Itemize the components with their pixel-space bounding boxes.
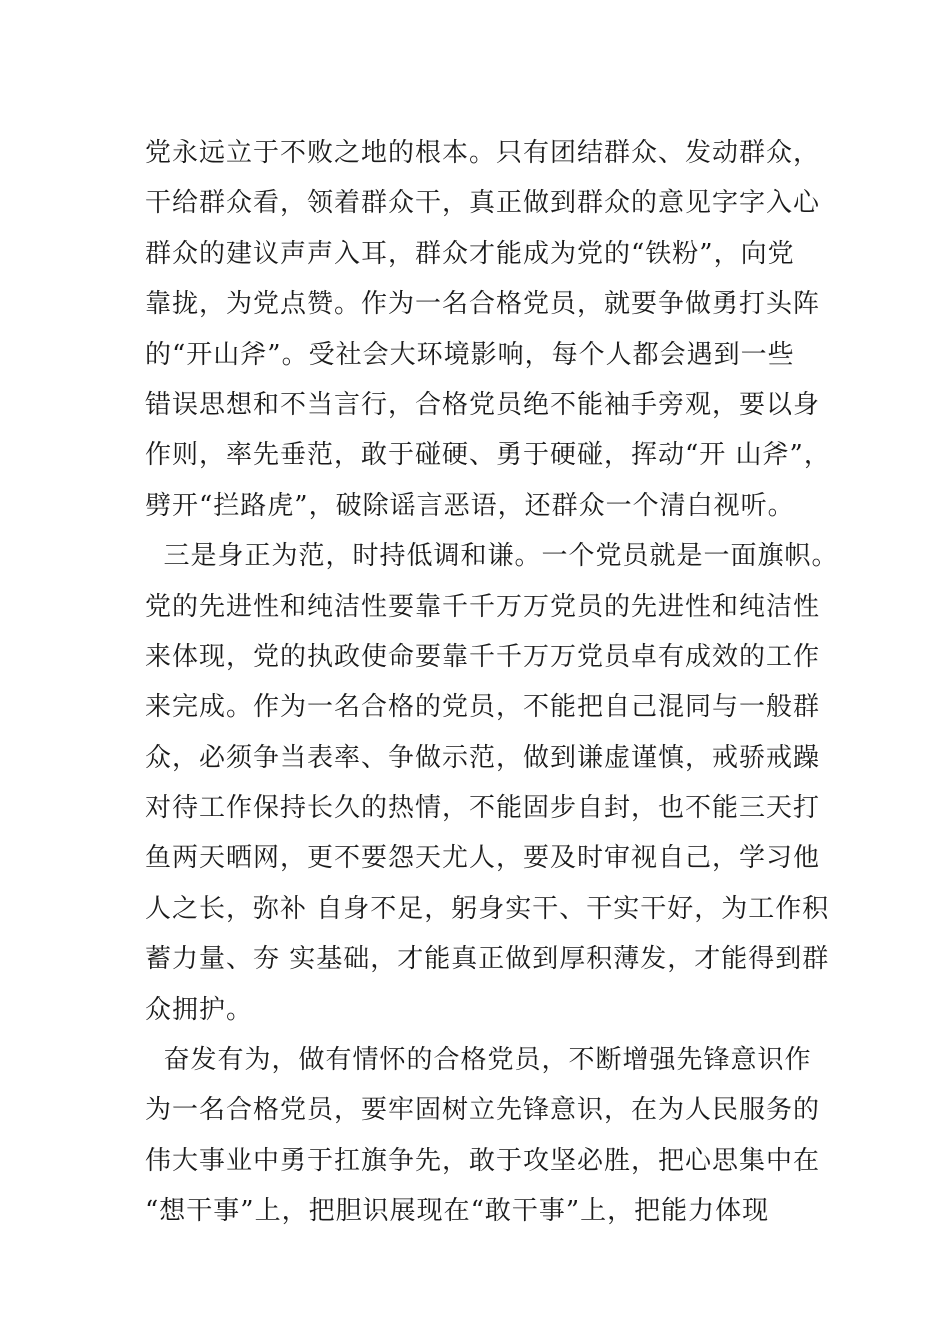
text-line: 来完成。作为一名合格的党员，不能把自己混同与一般群 (145, 692, 821, 723)
text-line: 作则，率先垂范，敢于碰硬、勇于硬碰，挥动“开 山斧”， (145, 440, 831, 471)
text-line: 干给群众看，领着群众干，真正做到群众的意见字字入心 (145, 188, 821, 219)
text-line: 奋发有为，做有情怀的合格党员，不断增强先锋意识作 (145, 1045, 812, 1076)
text-line: 的“开山斧”。受社会大环境影响，每个人都会遇到一些 (145, 339, 795, 370)
text-line: 来体现，党的执政使命要靠千千万万党员卓有成效的工作 (145, 641, 821, 672)
text-line: 靠拢，为党点赞。作为一名合格党员，就要争做勇打头阵 (145, 289, 821, 320)
text-line: 三是身正为范，时持低调和谦。一个党员就是一面旗帜。 (145, 541, 839, 572)
body-text (145, 128, 839, 1237)
text-line: 人之长，弥补 自身不足，躬身实干、干实干好，为工作积 (145, 893, 830, 924)
text-line: 众，必须争当表率、争做示范，做到谦虚谨慎，戒骄戒躁 (145, 742, 821, 773)
text-line: 为一名合格党员，要牢固树立先锋意识，在为人民服务的 (145, 1095, 821, 1126)
text-line: 劈开“拦路虎”，破除谣言恶语，还群众一个清白视听。 (145, 490, 795, 521)
text-line: 蓄力量、夯 实基础，才能真正做到厚积薄发，才能得到群 (145, 944, 830, 975)
text-line: 伟大事业中勇于扛旗争先，敢于攻坚必胜，把心思集中在 (145, 1145, 821, 1176)
text-line: 对待工作保持长久的热情，不能固步自封，也不能三天打 (145, 793, 821, 824)
text-line: 群众的建议声声入耳，群众才能成为党的“铁粉”，向党 (145, 238, 795, 269)
text-line: 错误思想和不当言行，合格党员绝不能袖手旁观，要以身 (145, 389, 821, 420)
text-line: “想干事”上，把胆识展现在“敢干事”上，把能力体现 (145, 1196, 770, 1227)
text-line: 党永远立于不败之地的根本。只有团结群众、发动群众， (145, 138, 821, 168)
text-line: 众拥护。 (145, 994, 254, 1025)
text-line: 党的先进性和纯洁性要靠千千万万党员的先进性和纯洁性 (145, 591, 821, 622)
text-line: 鱼两天晒网，更不要怨天尤人，要及时审视自己，学习他 (145, 843, 821, 874)
